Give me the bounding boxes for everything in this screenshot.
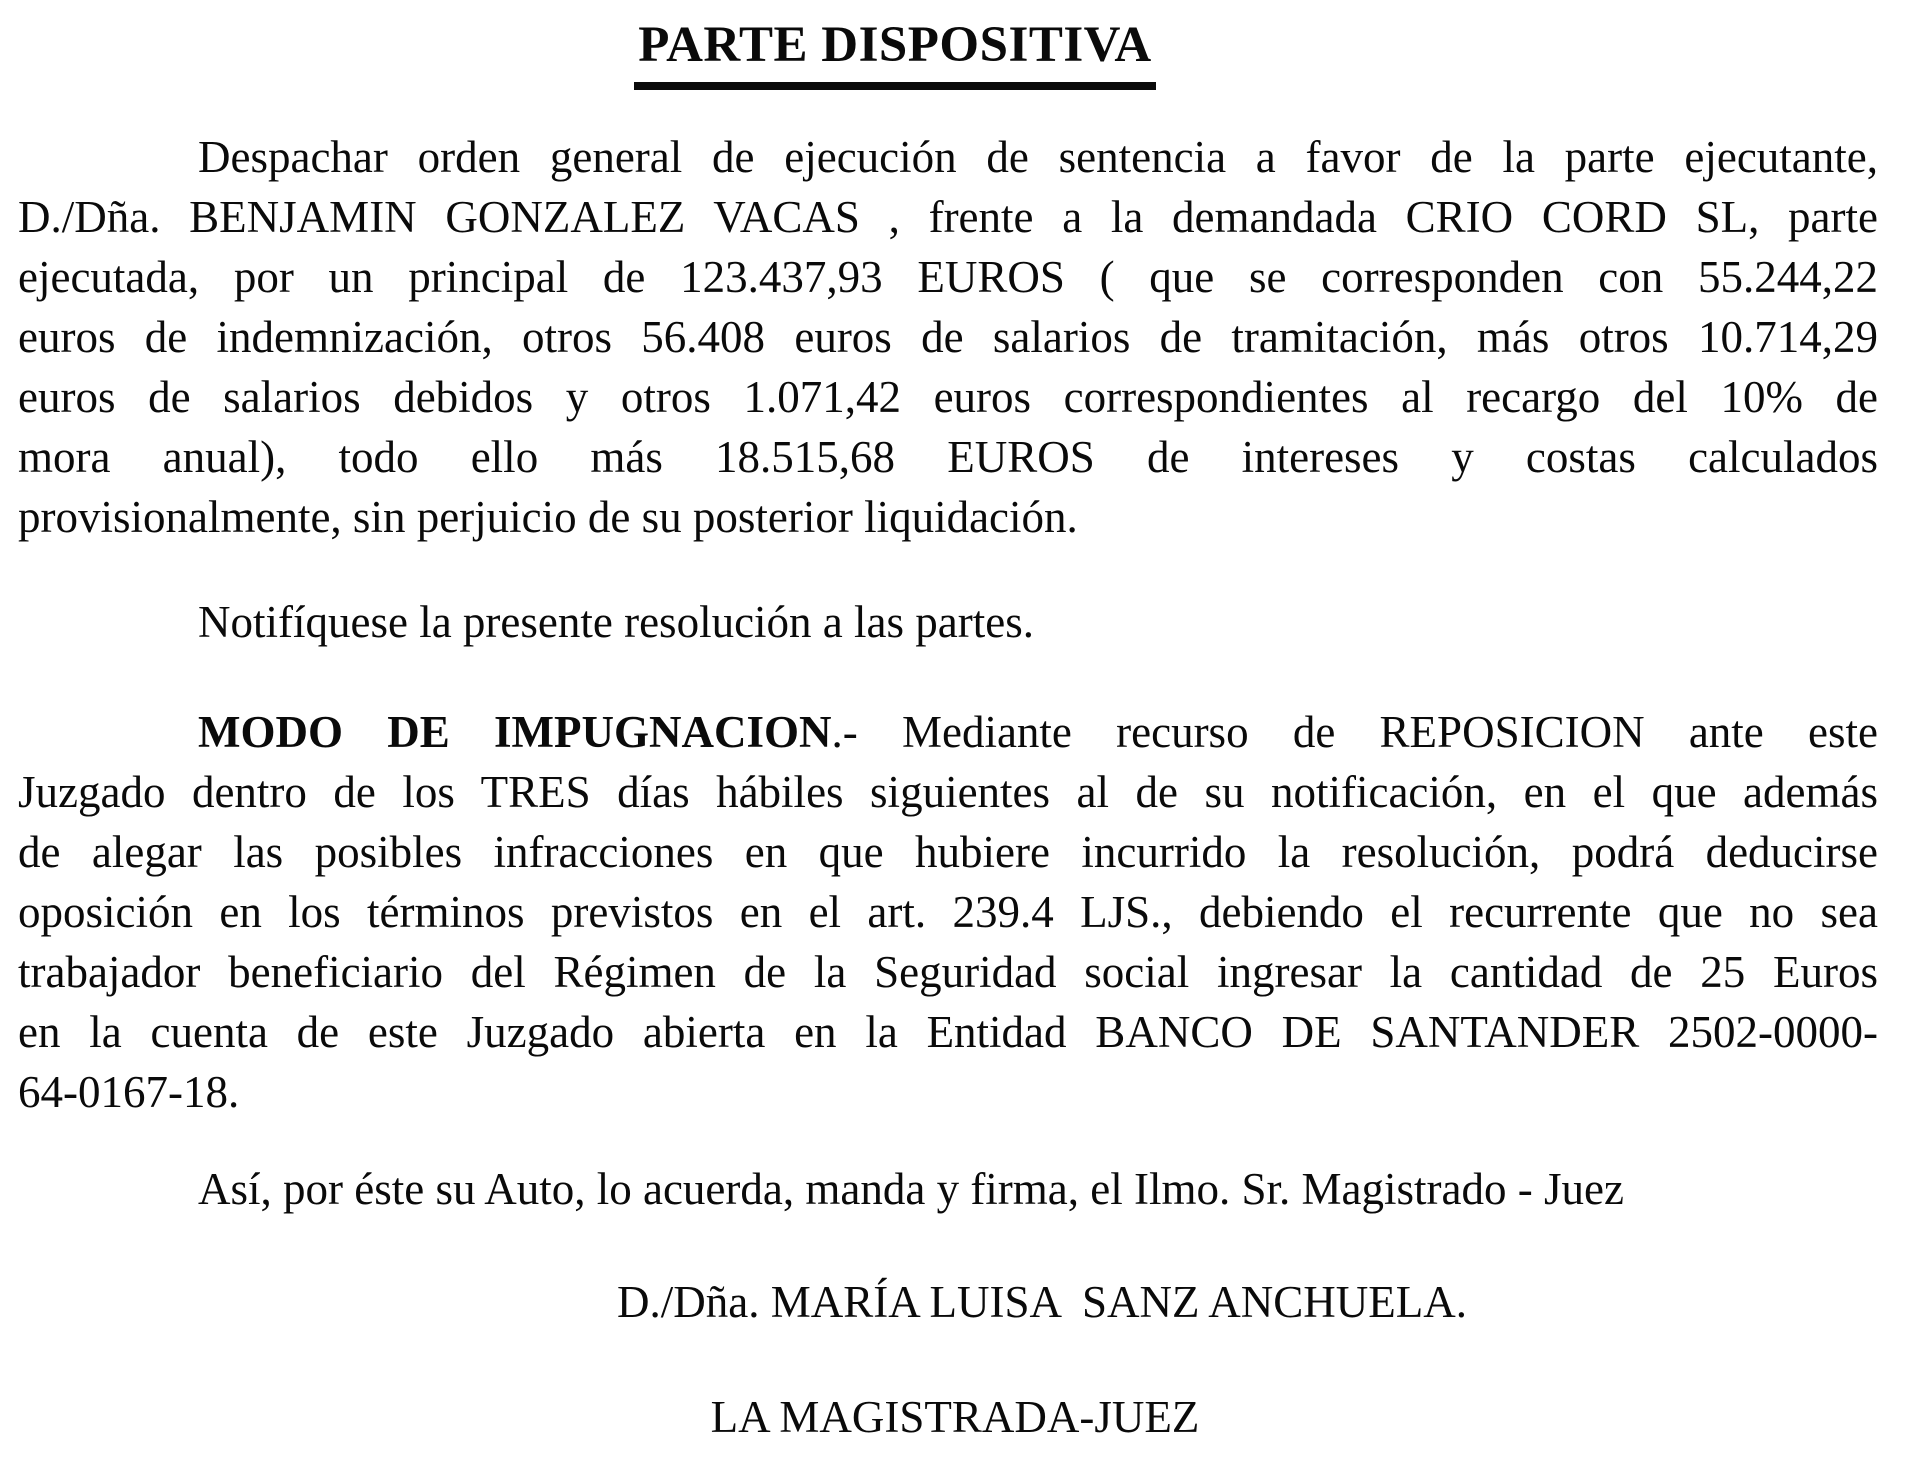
text-line: MODO DE IMPUGNACION.- Mediante recurso de REPOSICION ante este — [198, 707, 1878, 757]
text-line: ejecutada, por un principal de 123.437,93 EUROS ( que se corresponden con 55.244,22 — [18, 252, 1878, 302]
paragraph-modo-impugnacion — [18, 702, 1878, 1122]
text-line: en la cuenta de este Juzgado abierta en la Entidad BANCO DE SANTANDER 2502-0000- — [18, 1007, 1878, 1057]
bold-lead: MODO DE IMPUGNACION — [198, 707, 832, 757]
text-line: D./Dña. BENJAMIN GONZALEZ VACAS , frente a la demandada CRIO CORD SL, parte — [18, 192, 1878, 242]
text-line: 64-0167-18. — [18, 1067, 240, 1117]
paragraph-firma-auto — [18, 1159, 1878, 1219]
text-line: Así, por éste su Auto, lo acuerda, manda y firma, el Ilmo. Sr. Magistrado - Juez — [198, 1164, 1624, 1214]
text-line: provisionalmente, sin perjuicio de su posterior liquidación. — [18, 492, 1078, 542]
text-line: Juzgado dentro de los TRES días hábiles siguientes al de su notificación, en el que además — [18, 767, 1878, 817]
document-title — [0, 15, 1790, 90]
text-line: Notifíquese la presente resolución a las partes. — [198, 597, 1034, 647]
text-line: euros de indemnización, otros 56.408 euros de salarios de tramitación, más otros 10.714,29 — [18, 312, 1878, 362]
text-line: trabajador beneficiario del Régimen de la Seguridad social ingresar la cantidad de 25 Euros — [18, 947, 1878, 997]
text-line: Despachar orden general de ejecución de sentencia a favor de la parte ejecutante, — [198, 132, 1878, 182]
text-line: euros de salarios debidos y otros 1.071,42 euros correspondientes al recargo del 10% de — [18, 372, 1878, 422]
text-line: de alegar las posibles infracciones en que hubiere incurrido la resolución, podrá deducirse — [18, 827, 1878, 877]
paragraph-despacho-ejecucion — [18, 127, 1878, 547]
text-line: oposición en los términos previstos en el art. 239.4 LJS., debiendo el recurrente que no sea — [18, 887, 1878, 937]
judge-name: D./Dña. MARÍA LUISA SANZ ANCHUELA. — [616, 1277, 1467, 1327]
judge-role: LA MAGISTRADA-JUEZ — [710, 1392, 1200, 1442]
text-line: mora anual), todo ello más 18.515,68 EUROS de intereses y costas calculados — [18, 432, 1878, 482]
document-title-text: PARTE DISPOSITIVA — [634, 15, 1156, 90]
paragraph-notifiquese — [18, 592, 1878, 652]
